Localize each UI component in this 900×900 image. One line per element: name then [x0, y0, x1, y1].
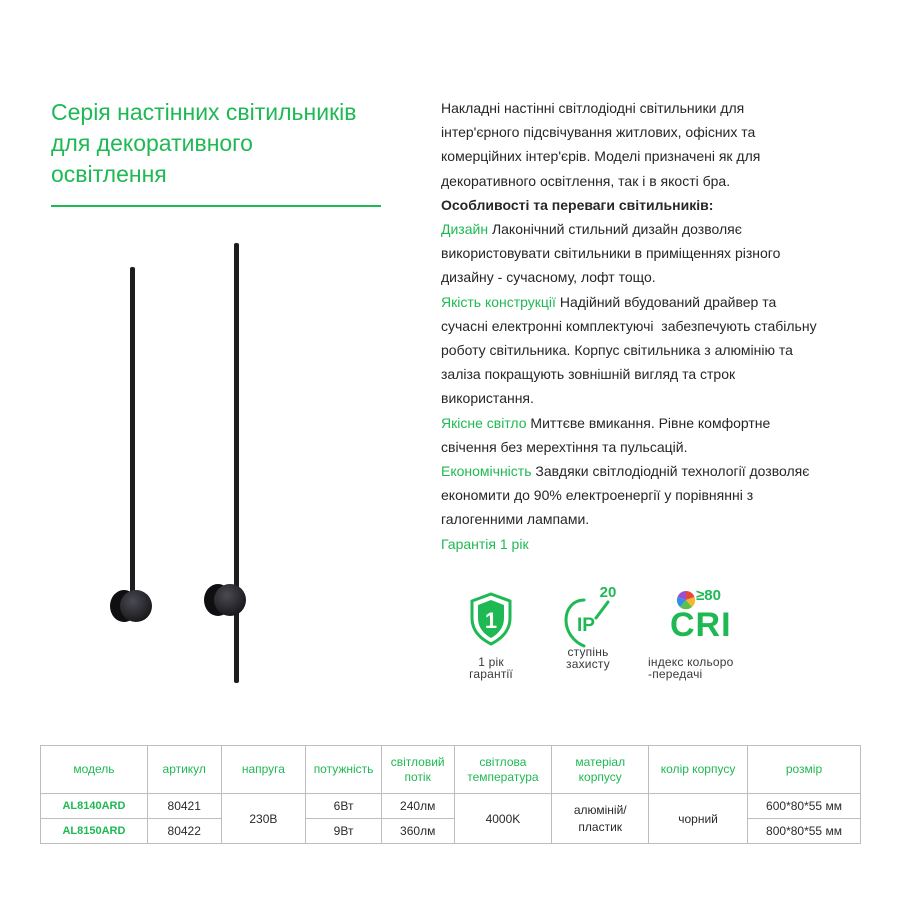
- feature-text: використовувати світильники в приміщеннях різного: [441, 245, 781, 262]
- cell-flux: 360лм: [381, 819, 454, 844]
- page-title: [51, 97, 396, 190]
- cell-power: 9Вт: [306, 819, 382, 844]
- header-temperature: світлова температура: [454, 746, 552, 794]
- cri-value: ≥80: [696, 587, 721, 604]
- lamp-short: [110, 267, 152, 622]
- cell-size: 600*80*55 мм: [747, 794, 860, 819]
- title-line-2: для декоративного: [51, 130, 253, 156]
- feature-quality: [441, 290, 881, 314]
- cell-article: 80421: [147, 794, 221, 819]
- feature-light: [441, 411, 881, 435]
- warranty-badge: [456, 592, 526, 680]
- ip-text: IP: [577, 615, 595, 636]
- warranty-caption-1: 1 рік: [478, 655, 504, 669]
- description-block: [441, 96, 881, 556]
- ip-rating-value: 20: [599, 584, 617, 601]
- feature-text: роботу світильника. Корпус світильника з алюмінію та: [441, 342, 793, 359]
- intro-line: декоративного освітлення, так і в якості бра.: [441, 172, 731, 189]
- cri-text: CRI: [670, 606, 732, 644]
- features-heading: Особливості та переваги світильників:: [441, 196, 714, 213]
- lamp-rod: [130, 267, 135, 612]
- cri-caption-2: -передачі: [648, 667, 703, 681]
- product-illustration: [90, 235, 290, 685]
- warranty-note: Гарантія 1 рік: [441, 535, 529, 552]
- ip-rating-icon: [548, 580, 628, 648]
- warranty-number: 1: [484, 608, 498, 633]
- header-power: потужність: [306, 746, 382, 794]
- header-voltage: напруга: [221, 746, 306, 794]
- cell-material: алюміній/ пластик: [552, 794, 649, 844]
- lamp-rod: [234, 243, 239, 683]
- cell-model: AL8140ARD: [41, 794, 148, 819]
- title-divider: [51, 205, 381, 207]
- intro-line: комерційних інтер'єрів. Моделі призначені як для: [441, 148, 761, 165]
- lamp-long: [204, 243, 246, 683]
- table-row: [41, 794, 861, 819]
- feature-text: сучасні електронні комплектуючі забезпечують стабільну: [441, 317, 817, 334]
- cell-color: чорний: [649, 794, 748, 844]
- feature-label: Якість конструкції: [441, 293, 556, 310]
- ip-caption-2: захисту: [566, 657, 610, 671]
- cell-flux: 240лм: [381, 794, 454, 819]
- feature-label: Дизайн: [441, 221, 489, 238]
- feature-text: дизайну - сучасному, лофт тощо.: [441, 269, 656, 286]
- feature-text: свічення без мерехтіння та пульсацій.: [441, 438, 688, 455]
- feature-design: [441, 217, 881, 241]
- shield-icon: [469, 592, 513, 646]
- header-size: розмір: [747, 746, 860, 794]
- feature-label: Економічність: [441, 463, 532, 480]
- cell-temperature: 4000K: [454, 794, 552, 844]
- spec-table: [40, 745, 861, 844]
- cell-size: 800*80*55 мм: [747, 819, 860, 844]
- intro-line: Накладні настінні світлодіодні світильники для: [441, 100, 745, 116]
- cri-badge: [648, 584, 758, 684]
- header-color: колір корпусу: [649, 746, 748, 794]
- feature-text: використання.: [441, 390, 534, 407]
- feature-text: Завдяки світлодіодній технології дозволяє: [535, 463, 810, 480]
- ip-badge: [548, 580, 628, 670]
- feature-text: економити до 90% електроенергії у порівнянні з: [441, 487, 754, 504]
- header-article: артикул: [147, 746, 221, 794]
- feature-text: галогенними лампами.: [441, 511, 590, 528]
- header-model: модель: [41, 746, 148, 794]
- feature-text: Миттєве вмикання. Рівне комфортне: [530, 414, 771, 431]
- header-material: матеріал корпусу: [552, 746, 649, 794]
- warranty-caption-2: гарантії: [469, 667, 513, 681]
- intro-line: інтер'єрного підсвічування житлових, офісних та: [441, 124, 756, 141]
- table-header-row: [41, 746, 861, 794]
- lamp-mount-disc: [214, 584, 246, 616]
- feature-text: Лаконічний стильний дизайн дозволяє: [491, 221, 742, 238]
- title-line-3: освітлення: [51, 161, 167, 187]
- title-line-1: Серія настінних світильників: [51, 99, 357, 125]
- cell-power: 6Вт: [306, 794, 382, 819]
- feature-text: Надійний вбудований драйвер та: [559, 293, 777, 310]
- cell-model: AL8150ARD: [41, 819, 148, 844]
- cell-voltage: 230В: [221, 794, 306, 844]
- header-flux: світловий потік: [381, 746, 454, 794]
- feature-economy: [441, 459, 881, 483]
- ip-caption-1: ступінь: [567, 645, 609, 659]
- cell-article: 80422: [147, 819, 221, 844]
- cri-caption-1: індекс кольоро: [648, 655, 734, 669]
- lamp-mount-disc: [120, 590, 152, 622]
- feature-text: заліза покращують зовнішній вигляд та строк: [441, 366, 736, 383]
- feature-label: Якісне світло: [441, 414, 527, 431]
